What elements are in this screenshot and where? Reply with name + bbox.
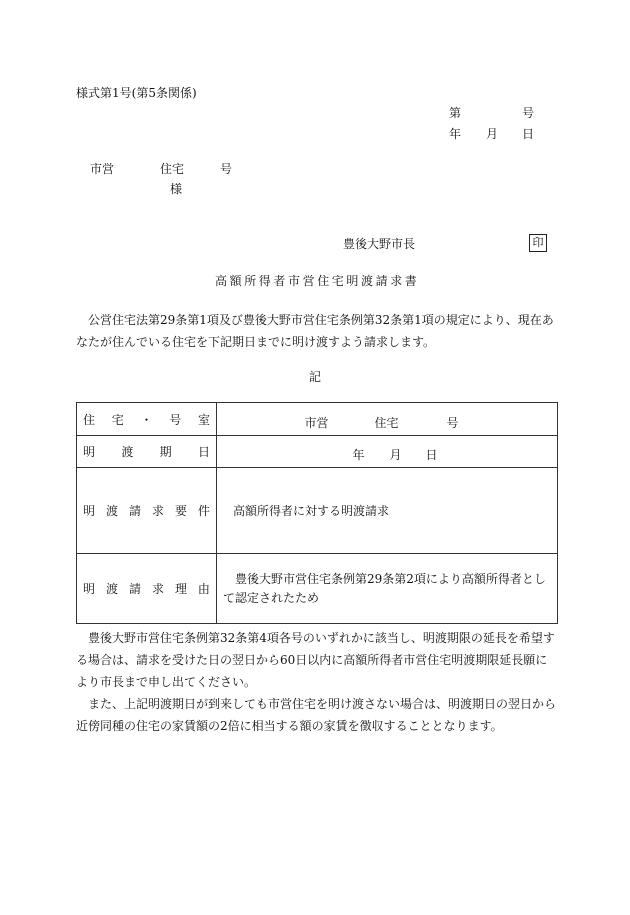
- sender-name: 豊後大野市長: [343, 237, 416, 251]
- doc-number-suffix: 号: [522, 106, 535, 120]
- document-title: 高額所得者市営住宅明渡請求書: [215, 274, 420, 288]
- addressee-housing: 住宅: [160, 162, 185, 176]
- table-row-deadline: [77, 436, 558, 468]
- value-requirement: 高額所得者に対する明渡請求: [217, 468, 558, 554]
- note-extension: 豊後大野市営住宅条例第32条第4項各号のいずれかに該当し、明渡期限の延長を希望する場合は、請求を受けた日の翌日から60日以内に高額所得者市営住宅明渡期限延長願により市長まで申し出てください。: [76, 631, 555, 689]
- date-month: 月: [486, 127, 499, 141]
- form-number: 様式第1号(第5条関係): [76, 86, 197, 100]
- date-day: 日: [522, 127, 535, 141]
- label-housing-room-text: 住 宅 ・ 号 室: [83, 412, 210, 427]
- label-requirement: [77, 468, 217, 554]
- addressee-number: 号: [220, 162, 233, 176]
- value-reason: [217, 554, 558, 624]
- table-row-requirement: [77, 468, 558, 554]
- value-day: 日: [425, 447, 438, 462]
- label-housing-room: [77, 403, 217, 436]
- table-row-reason: [77, 554, 558, 624]
- value-deadline: [217, 436, 558, 468]
- note-penalty: また、上記明渡期日が到来しても市営住宅を明け渡さない場合は、明渡期日の翌日から近傍同種の住宅の家賃額の2倍に相当する額の家賃を徴収することとなります。: [76, 697, 557, 733]
- ki-heading: 記: [309, 370, 322, 384]
- doc-number-prefix: 第: [449, 106, 462, 120]
- intro-paragraph: [76, 309, 558, 353]
- label-deadline: [77, 436, 217, 468]
- value-housing-room: [217, 403, 558, 436]
- notes-block: [76, 627, 558, 737]
- request-table: [76, 402, 558, 624]
- addressee-honorific: 様: [170, 182, 183, 196]
- date-year: 年: [449, 127, 462, 141]
- label-requirement-text: 明 渡 請 求 要 件: [83, 504, 210, 518]
- table-row-housing: [77, 403, 558, 436]
- addressee-city: 市営: [90, 162, 115, 176]
- label-reason-text: 明 渡 請 求 理 由: [83, 582, 210, 596]
- value-city: 市営: [304, 415, 329, 430]
- value-year: 年: [352, 447, 365, 462]
- value-number: 号: [446, 415, 459, 430]
- value-housing: 住宅: [374, 415, 399, 430]
- intro-text: 公営住宅法第29条第1項及び豊後大野市営住宅条例第32条第1項の規定により、現在あなたが住んでいる住宅を下記期日までに明け渡すよう請求します。: [76, 313, 554, 349]
- seal-mark: 印: [529, 234, 547, 252]
- value-reason-text: 豊後大野市営住宅条例第29条第2項により高額所得者として認定されたため: [223, 571, 546, 605]
- label-deadline-text: 明 渡 期 日: [83, 445, 210, 459]
- label-reason: [77, 554, 217, 624]
- value-month: 月: [389, 447, 402, 462]
